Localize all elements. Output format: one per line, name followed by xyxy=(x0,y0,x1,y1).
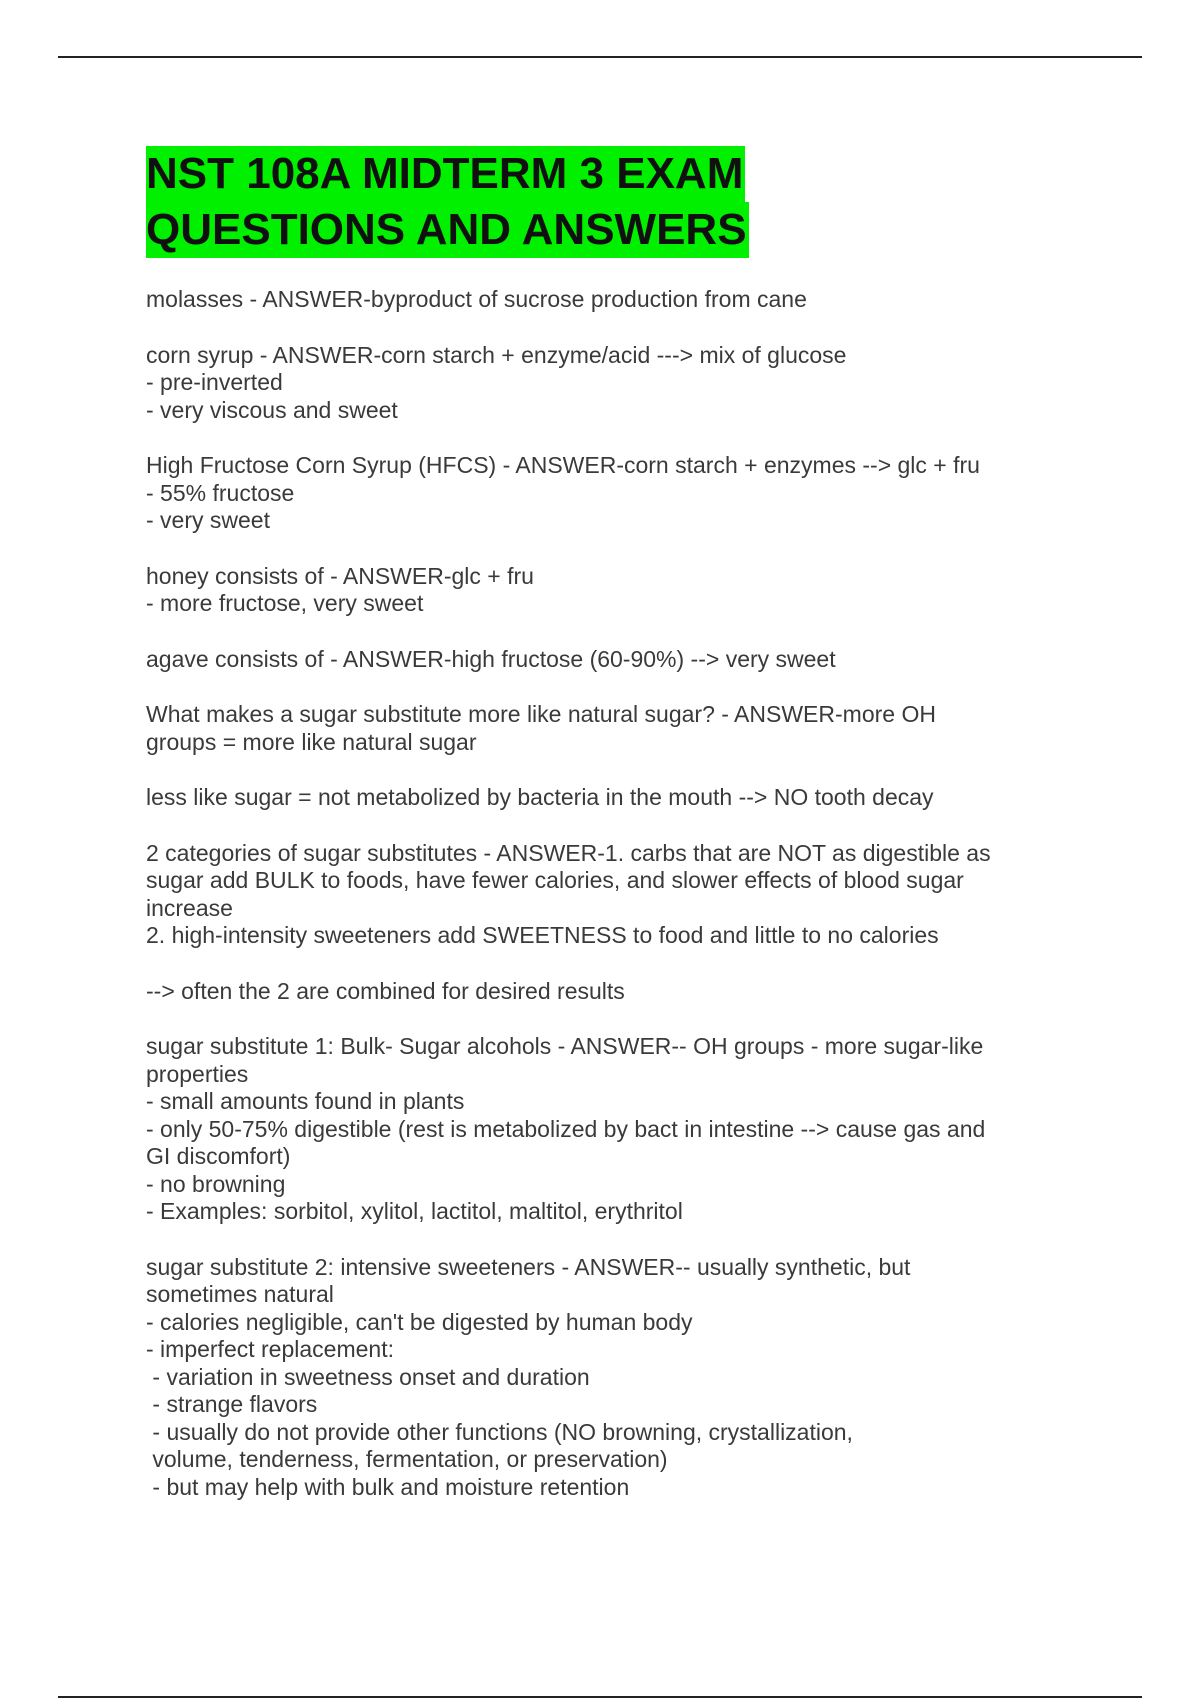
qa-entry-line: volume, tenderness, fermentation, or preservation) xyxy=(146,1446,668,1472)
qa-entry xyxy=(146,1254,1046,1502)
qa-entry-line: - more fructose, very sweet xyxy=(146,590,424,616)
qa-entry-line: properties xyxy=(146,1060,249,1087)
qa-entry-line: less like sugar = not metabolized by bacteria in the mouth --> NO tooth decay xyxy=(146,784,934,810)
qa-entry-line: - Examples: sorbitol, xylitol, lactitol, maltitol, erythritol xyxy=(146,1198,683,1224)
qa-entry-line: - but may help with bulk and moisture retention xyxy=(146,1473,630,1500)
qa-entry xyxy=(146,286,1046,314)
title-line: QUESTIONS AND ANSWERS xyxy=(146,202,749,258)
qa-entry-line: - only 50-75% digestible (rest is metabolized by bact in intestine --> cause gas and xyxy=(146,1115,986,1142)
qa-entry-line: agave consists of - ANSWER-high fructose (60-90%) --> very sweet xyxy=(146,645,836,672)
qa-entry xyxy=(146,452,1046,535)
qa-entry-line: - strange flavors xyxy=(146,1391,318,1417)
document-title xyxy=(146,146,1046,258)
qa-entry-line: - 55% fructose xyxy=(146,479,295,506)
qa-entry-line: - imperfect replacement: xyxy=(146,1336,394,1362)
qa-entry xyxy=(146,701,1046,756)
qa-entry xyxy=(146,342,1046,425)
qa-entry-line: - variation in sweetness onset and duration xyxy=(146,1363,590,1390)
qa-entry-line: GI discomfort) xyxy=(146,1143,291,1169)
qa-entry-line: sugar substitute 1: Bulk- Sugar alcohols - ANSWER-- OH groups - more sugar-like xyxy=(146,1033,984,1059)
qa-entry xyxy=(146,840,1046,950)
qa-entry-line: sometimes natural xyxy=(146,1281,334,1307)
qa-entry xyxy=(146,563,1046,618)
qa-entry xyxy=(146,978,1046,1006)
qa-entry-line: - pre-inverted xyxy=(146,369,283,395)
qa-entry-line: 2. high-intensity sweeteners add SWEETNESS to food and little to no calories xyxy=(146,922,939,948)
qa-entry-line: - very viscous and sweet xyxy=(146,396,398,423)
qa-entry-line: sugar add BULK to foods, have fewer calories, and slower effects of blood sugar xyxy=(146,867,964,893)
qa-entry-line: sugar substitute 2: intensive sweeteners - ANSWER-- usually synthetic, but xyxy=(146,1253,911,1280)
qa-entries xyxy=(146,286,1046,1501)
top-rule xyxy=(58,56,1142,58)
qa-entry-line: - very sweet xyxy=(146,507,270,533)
title-line: NST 108A MIDTERM 3 EXAM xyxy=(146,146,745,202)
qa-entry-line: High Fructose Corn Syrup (HFCS) - ANSWER-corn starch + enzymes --> glc + fru xyxy=(146,452,980,478)
qa-entry-line: What makes a sugar substitute more like natural sugar? - ANSWER-more OH xyxy=(146,701,936,727)
qa-entry-line: --> often the 2 are combined for desired results xyxy=(146,977,625,1004)
qa-entry-line: corn syrup - ANSWER-corn starch + enzyme/acid ---> mix of glucose xyxy=(146,341,847,368)
qa-entry xyxy=(146,784,1046,812)
qa-entry-line: - calories negligible, can't be digested by human body xyxy=(146,1308,693,1335)
qa-entry-line: - usually do not provide other functions (NO browning, crystallization, xyxy=(146,1418,853,1445)
qa-entry-line: - no browning xyxy=(146,1170,286,1197)
qa-entry-line: 2 categories of sugar substitutes - ANSWER-1. carbs that are NOT as digestible as xyxy=(146,839,991,866)
document-body xyxy=(146,146,1046,1529)
qa-entry-line: molasses - ANSWER-byproduct of sucrose production from cane xyxy=(146,286,807,312)
qa-entry-line: groups = more like natural sugar xyxy=(146,728,477,755)
qa-entry xyxy=(146,646,1046,674)
qa-entry-line: increase xyxy=(146,894,233,921)
qa-entry-line: honey consists of - ANSWER-glc + fru xyxy=(146,562,534,589)
bottom-rule xyxy=(58,1696,1142,1698)
qa-entry xyxy=(146,1033,1046,1226)
qa-entry-line: - small amounts found in plants xyxy=(146,1088,465,1114)
